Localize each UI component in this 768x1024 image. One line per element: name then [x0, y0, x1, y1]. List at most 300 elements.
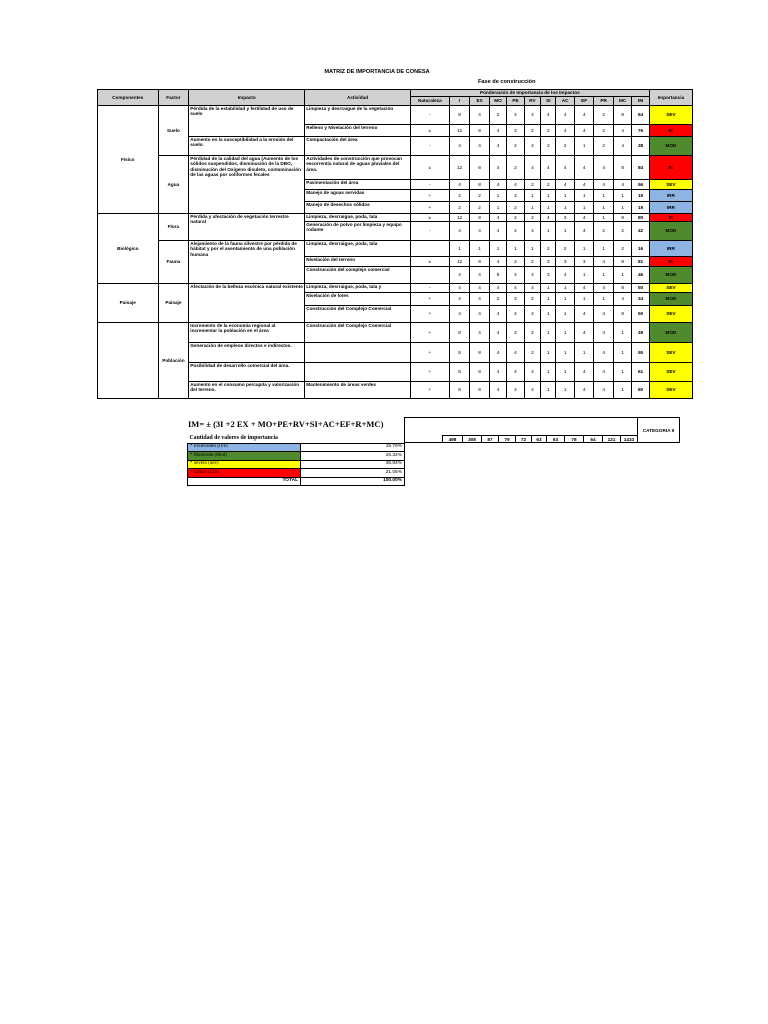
value-cell: 1: [556, 323, 574, 343]
value-cell: 4: [556, 156, 574, 180]
value-cell: 2: [541, 137, 556, 156]
value-cell: 4: [449, 137, 470, 156]
header-si: SI: [541, 97, 556, 106]
value-cell: 4: [574, 180, 593, 190]
value-cell: 1: [541, 382, 556, 399]
value-cell: 1: [556, 293, 574, 306]
header-ac: AC: [556, 97, 574, 106]
importance-badge: IC: [649, 214, 692, 222]
value-cell: 3: [541, 267, 556, 284]
value-cell: 1: [613, 202, 631, 214]
value-cell: 4: [524, 156, 540, 180]
value-cell: 2: [524, 180, 540, 190]
naturaleza-cell: +: [410, 202, 449, 214]
value-cell: 4: [524, 284, 540, 293]
total-cell: 64: [584, 436, 603, 443]
value-cell: 2: [470, 190, 489, 202]
total-cell: 63: [532, 436, 547, 443]
value-cell: 1: [574, 190, 593, 202]
importance-badge: SEV: [649, 284, 692, 293]
value-cell: 8: [613, 284, 631, 293]
im-cell: 61: [632, 363, 649, 382]
naturaleza-cell: ±: [410, 125, 449, 137]
factor-fauna: Fauna: [158, 241, 189, 284]
value-cell: 4: [489, 180, 506, 190]
im-cell: 56: [632, 180, 649, 190]
im-cell: 60: [632, 382, 649, 399]
summary-total-label: TOTAL: [188, 477, 301, 486]
summary-value: 26.32%: [301, 452, 405, 461]
value-cell: 4: [489, 125, 506, 137]
activity-cell: [305, 343, 411, 363]
value-cell: 1: [541, 190, 556, 202]
matrix-row: [98, 241, 693, 257]
value-cell: 4: [574, 222, 593, 241]
value-cell: 8: [449, 106, 470, 125]
value-cell: 1: [574, 137, 593, 156]
im-cell: 34: [632, 293, 649, 306]
value-cell: 8: [470, 343, 489, 363]
impact-cell: Pérdida y afectación de vegetación terrestre natural: [189, 214, 305, 241]
value-cell: 1: [574, 267, 593, 284]
header-ef: EF: [574, 97, 593, 106]
value-cell: 8: [449, 382, 470, 399]
value-cell: 2: [470, 202, 489, 214]
value-cell: 2: [594, 125, 613, 137]
im-cell: 49: [632, 323, 649, 343]
value-cell: 8: [470, 180, 489, 190]
value-cell: 8: [613, 306, 631, 323]
header-ex: EX: [470, 97, 489, 106]
matrix-row: [98, 106, 693, 125]
value-cell: 8: [613, 106, 631, 125]
value-cell: 4: [470, 306, 489, 323]
value-cell: 2: [524, 293, 540, 306]
value-cell: 2: [524, 257, 540, 267]
naturaleza-cell: +: [410, 190, 449, 202]
total-cell: 498: [443, 436, 463, 443]
activity-cell: Limpieza y desrraigue de la vegetación: [305, 106, 411, 125]
value-cell: 4: [556, 125, 574, 137]
naturaleza-cell: -: [410, 180, 449, 190]
naturaleza-cell: -: [410, 106, 449, 125]
impact-cell: Incremento de la economía regional al incrementar la población en el área: [189, 323, 305, 343]
value-cell: 1: [524, 190, 540, 202]
value-cell: 4: [489, 306, 506, 323]
value-cell: 1: [594, 214, 613, 222]
factor-agua: Agua: [158, 156, 189, 214]
value-cell: 3: [556, 214, 574, 222]
value-cell: 2: [524, 323, 540, 343]
value-cell: 1: [541, 293, 556, 306]
value-cell: 8: [470, 214, 489, 222]
value-cell: 1: [489, 202, 506, 214]
value-cell: 2: [507, 202, 524, 214]
summary-label: * Irrelevantes (Irre): [188, 443, 301, 452]
totals-table: [404, 417, 680, 443]
naturaleza-cell: +: [410, 343, 449, 363]
header-naturaleza: Naturaleza: [410, 97, 449, 106]
value-cell: 4: [489, 137, 506, 156]
header-actividad: Actividad: [305, 90, 411, 106]
importance-badge: MOD: [649, 293, 692, 306]
activity-cell: Compactación del área: [305, 137, 411, 156]
summary-value: 15.79%: [301, 443, 405, 452]
total-cell: 79: [499, 436, 516, 443]
value-cell: 4: [507, 180, 524, 190]
value-cell: 4: [449, 267, 470, 284]
activity-cell: Pavimentación del área: [305, 180, 411, 190]
value-cell: 4: [556, 267, 574, 284]
value-cell: 2: [541, 125, 556, 137]
value-cell: 4: [470, 137, 489, 156]
value-cell: 1: [489, 190, 506, 202]
header-mo: MO: [489, 97, 506, 106]
value-cell: 4: [524, 137, 540, 156]
value-cell: 1: [489, 241, 506, 257]
matrix-row: [98, 156, 693, 180]
value-cell: 4: [507, 267, 524, 284]
header-impacto: Impacto: [189, 90, 305, 106]
summary-title: Cantidad de valores de importancia: [189, 435, 278, 442]
value-cell: 4: [574, 214, 593, 222]
importance-badge: SEV: [649, 180, 692, 190]
value-cell: 1: [541, 222, 556, 241]
impact-cell: Afectación de la belleza escénica natural existente: [189, 284, 305, 323]
importance-badge: MOD: [649, 222, 692, 241]
importance-badge: MOD: [649, 267, 692, 284]
value-cell: 1: [613, 343, 631, 363]
impact-cell: Pérdida de la estabilidad y fertilidad de uso de suelo: [189, 106, 305, 137]
header-pe: PE: [507, 97, 524, 106]
value-cell: 1: [613, 382, 631, 399]
header-ponderacion: Ponderación de Importancia de los Impactos: [410, 90, 649, 97]
value-cell: 4: [613, 180, 631, 190]
value-cell: 4: [489, 343, 506, 363]
im-cell: 80: [632, 214, 649, 222]
value-cell: 4: [489, 363, 506, 382]
im-cell: 46: [632, 267, 649, 284]
value-cell: 1: [574, 293, 593, 306]
value-cell: 4: [594, 180, 613, 190]
value-cell: 2: [507, 323, 524, 343]
value-cell: 3: [556, 257, 574, 267]
value-cell: 4: [524, 382, 540, 399]
value-cell: 4: [524, 222, 540, 241]
value-cell: 8: [489, 267, 506, 284]
naturaleza-cell: +: [410, 382, 449, 399]
importance-badge: IRR: [649, 190, 692, 202]
impact-cell: Generación de empleos directos e indirectos.: [189, 343, 305, 363]
im-cell: 50: [632, 306, 649, 323]
value-cell: 4: [594, 284, 613, 293]
importance-badge: SEV: [649, 106, 692, 125]
value-cell: 4: [470, 106, 489, 125]
value-cell: 1: [470, 241, 489, 257]
activity-cell: Construcción del complejo comercial: [305, 267, 411, 284]
value-cell: 4: [556, 180, 574, 190]
im-cell: 19: [632, 190, 649, 202]
value-cell: 8: [613, 214, 631, 222]
matrix-title: MATRIZ DE IMPORTANCIA DE CONESA: [324, 69, 430, 75]
importance-badge: SEV: [649, 343, 692, 363]
value-cell: 4: [556, 106, 574, 125]
importance-badge: IC: [649, 125, 692, 137]
value-cell: 4: [594, 156, 613, 180]
summary-total-value: 100.00%: [301, 477, 405, 486]
value-cell: 2: [507, 214, 524, 222]
value-cell: 4: [507, 343, 524, 363]
summary-label: * Moderado (Mod): [188, 452, 301, 461]
value-cell: 2: [613, 222, 631, 241]
value-cell: 4: [524, 106, 540, 125]
value-cell: 4: [507, 284, 524, 293]
value-cell: 4: [507, 363, 524, 382]
value-cell: 2: [507, 156, 524, 180]
value-cell: 8: [470, 257, 489, 267]
value-cell: 2: [449, 190, 470, 202]
value-cell: 1: [556, 202, 574, 214]
value-cell: 4: [613, 125, 631, 137]
value-cell: 12: [449, 125, 470, 137]
naturaleza-cell: +: [410, 306, 449, 323]
value-cell: 1: [574, 202, 593, 214]
naturaleza-cell: ±: [410, 257, 449, 267]
value-cell: 2: [541, 241, 556, 257]
importance-badge: MOD: [649, 137, 692, 156]
value-cell: 1: [524, 202, 540, 214]
value-cell: 4: [507, 306, 524, 323]
value-cell: 1: [574, 343, 593, 363]
value-cell: 1: [541, 284, 556, 293]
categoria-label: CATEGORIA II: [638, 418, 680, 443]
summary-label: * Severo (Sev): [188, 460, 301, 469]
value-cell: 1: [556, 306, 574, 323]
value-cell: 4: [594, 343, 613, 363]
value-cell: 1: [613, 190, 631, 202]
value-cell: 1: [556, 382, 574, 399]
value-cell: 1: [541, 363, 556, 382]
importance-badge: SEV: [649, 306, 692, 323]
value-cell: 1: [556, 222, 574, 241]
impact-cell: Pérdidad de la calidad del agua (Aumento de los sólidos suspendidos, disminución de la DBO, disminución del Oxigeno disuleto, contaminación de las aguas por coliformes fecales: [189, 156, 305, 214]
activity-cell: Relleno y Nivelación del terreno: [305, 125, 411, 137]
value-cell: 8: [613, 156, 631, 180]
value-cell: 1: [594, 190, 613, 202]
conesa-matrix: [97, 89, 693, 399]
importance-badge: IC: [649, 156, 692, 180]
value-cell: 4: [489, 323, 506, 343]
value-cell: 2: [489, 106, 506, 125]
value-cell: 4: [574, 323, 593, 343]
value-cell: 4: [613, 137, 631, 156]
naturaleza-cell: -: [410, 137, 449, 156]
importance-badge: IRR: [649, 202, 692, 214]
total-cell: 72: [516, 436, 532, 443]
activity-cell: Construcción del Complejo Comercial: [305, 306, 411, 323]
activity-cell: Nivelación de lotes: [305, 293, 411, 306]
impact-cell: Aumento en el consumo percapita y valorización del terreno.: [189, 382, 305, 399]
value-cell: 4: [489, 214, 506, 222]
value-cell: 2: [556, 137, 574, 156]
activity-cell: Generación de polvo por limpieza y equipo rodante: [305, 222, 411, 241]
im-cell: 76: [632, 125, 649, 137]
total-cell: 78: [565, 436, 584, 443]
value-cell: 3: [574, 257, 593, 267]
header-factor: Factor: [158, 90, 189, 106]
naturaleza-cell: -: [410, 284, 449, 293]
value-cell: 1: [541, 202, 556, 214]
value-cell: 4: [507, 106, 524, 125]
im-cell: 50: [632, 284, 649, 293]
value-cell: 1: [541, 306, 556, 323]
activity-cell: Limpieza, desrraigue, poda, tala: [305, 241, 411, 257]
activity-cell: Mantenimiento de áreas verdes: [305, 382, 411, 399]
activity-cell: Manejo de aguas servidas: [305, 190, 411, 202]
value-cell: 8: [613, 257, 631, 267]
im-cell: 16: [632, 241, 649, 257]
activity-cell: Actividades de construcción que provocan escorrentía natural de aguas pluviales del área.: [305, 156, 411, 180]
matrix-row: [98, 214, 693, 222]
value-cell: 4: [449, 180, 470, 190]
value-cell: 4: [574, 125, 593, 137]
im-cell: 38: [632, 137, 649, 156]
summary-label: * Crítico (Crit): [188, 469, 301, 478]
factor-suelo: Suelo: [158, 106, 189, 156]
naturaleza-cell: +: [410, 363, 449, 382]
value-cell: 1: [449, 241, 470, 257]
value-cell: 2: [507, 293, 524, 306]
value-cell: 4: [574, 106, 593, 125]
factor-poblacion: Población: [158, 323, 189, 399]
value-cell: 2: [594, 106, 613, 125]
naturaleza-cell: [410, 241, 449, 257]
naturaleza-cell: -: [410, 222, 449, 241]
header-importancia: Importancia: [649, 90, 692, 106]
importance-badge: SEV: [649, 363, 692, 382]
value-cell: 1: [524, 241, 540, 257]
importance-badge: SEV: [649, 382, 692, 399]
value-cell: 4: [541, 106, 556, 125]
naturaleza-cell: ±: [410, 214, 449, 222]
value-cell: 2: [524, 125, 540, 137]
value-cell: 4: [594, 363, 613, 382]
header-mc: MC: [613, 97, 631, 106]
value-cell: 8: [470, 382, 489, 399]
value-cell: 4: [524, 363, 540, 382]
value-cell: 4: [470, 284, 489, 293]
matrix-row: [98, 284, 693, 293]
im-cell: 81: [632, 257, 649, 267]
value-cell: 4: [574, 156, 593, 180]
value-cell: 2: [541, 180, 556, 190]
value-cell: 4: [574, 363, 593, 382]
component-poblacion: [98, 323, 159, 399]
value-cell: 8: [470, 125, 489, 137]
value-cell: 8: [449, 343, 470, 363]
value-cell: 1: [594, 267, 613, 284]
value-cell: 8: [470, 156, 489, 180]
value-cell: 4: [449, 284, 470, 293]
activity-cell: Limpieza, desrraigue, poda, tala y: [305, 284, 411, 293]
impact-cell: Posibilidad de desarrollo comercial del área.: [189, 363, 305, 382]
value-cell: 1: [556, 343, 574, 363]
value-cell: 1: [594, 241, 613, 257]
importance-badge: IC: [649, 257, 692, 267]
value-cell: 2: [507, 257, 524, 267]
value-cell: 4: [594, 382, 613, 399]
value-cell: 12: [449, 257, 470, 267]
value-cell: 4: [489, 284, 506, 293]
activity-cell: [305, 363, 411, 382]
value-cell: 2: [524, 343, 540, 363]
value-cell: 3: [541, 257, 556, 267]
value-cell: 2: [507, 125, 524, 137]
summary-value: 36.84%: [301, 460, 405, 469]
naturaleza-cell: [410, 267, 449, 284]
value-cell: 12: [449, 156, 470, 180]
value-cell: 4: [524, 267, 540, 284]
total-cell: 308: [463, 436, 482, 443]
value-cell: 4: [524, 306, 540, 323]
value-cell: 2: [594, 137, 613, 156]
activity-cell: Nivelación del terreno: [305, 257, 411, 267]
value-cell: 2: [507, 190, 524, 202]
im-cell: 84: [632, 156, 649, 180]
value-cell: 4: [489, 156, 506, 180]
value-cell: 4: [489, 257, 506, 267]
header-im: IM: [632, 97, 649, 106]
impact-cell: Alejamiento de la fauna silvestre por pérdida de hábitat y por el asentamiento de una población humana: [189, 241, 305, 284]
value-cell: 1: [594, 202, 613, 214]
value-cell: 1: [594, 293, 613, 306]
value-cell: 4: [470, 293, 489, 306]
value-cell: 4: [470, 323, 489, 343]
value-cell: 8: [449, 323, 470, 343]
component-biologico: Biológico: [98, 214, 159, 284]
naturaleza-cell: +: [410, 293, 449, 306]
value-cell: 1: [556, 284, 574, 293]
header-pr: PR: [594, 97, 613, 106]
value-cell: 4: [449, 306, 470, 323]
total-cell: 121: [603, 436, 621, 443]
header-rv: RV: [524, 97, 540, 106]
value-cell: 1: [541, 343, 556, 363]
value-cell: 1: [613, 323, 631, 343]
value-cell: 12: [449, 214, 470, 222]
value-cell: 4: [489, 222, 506, 241]
im-cell: 19: [632, 202, 649, 214]
total-cell: 63: [547, 436, 565, 443]
value-cell: 4: [594, 257, 613, 267]
value-cell: 1: [507, 241, 524, 257]
value-cell: 1: [574, 241, 593, 257]
value-cell: 1: [556, 190, 574, 202]
value-cell: 2: [594, 222, 613, 241]
value-cell: 1: [613, 363, 631, 382]
summary-table: [187, 435, 405, 486]
value-cell: 4: [470, 267, 489, 284]
value-cell: 2: [449, 202, 470, 214]
value-cell: 4: [449, 222, 470, 241]
value-cell: 4: [594, 306, 613, 323]
im-cell: 42: [632, 222, 649, 241]
value-cell: 4: [574, 284, 593, 293]
value-cell: 4: [541, 156, 556, 180]
value-cell: 8: [449, 363, 470, 382]
value-cell: 4: [489, 382, 506, 399]
value-cell: 1: [541, 323, 556, 343]
